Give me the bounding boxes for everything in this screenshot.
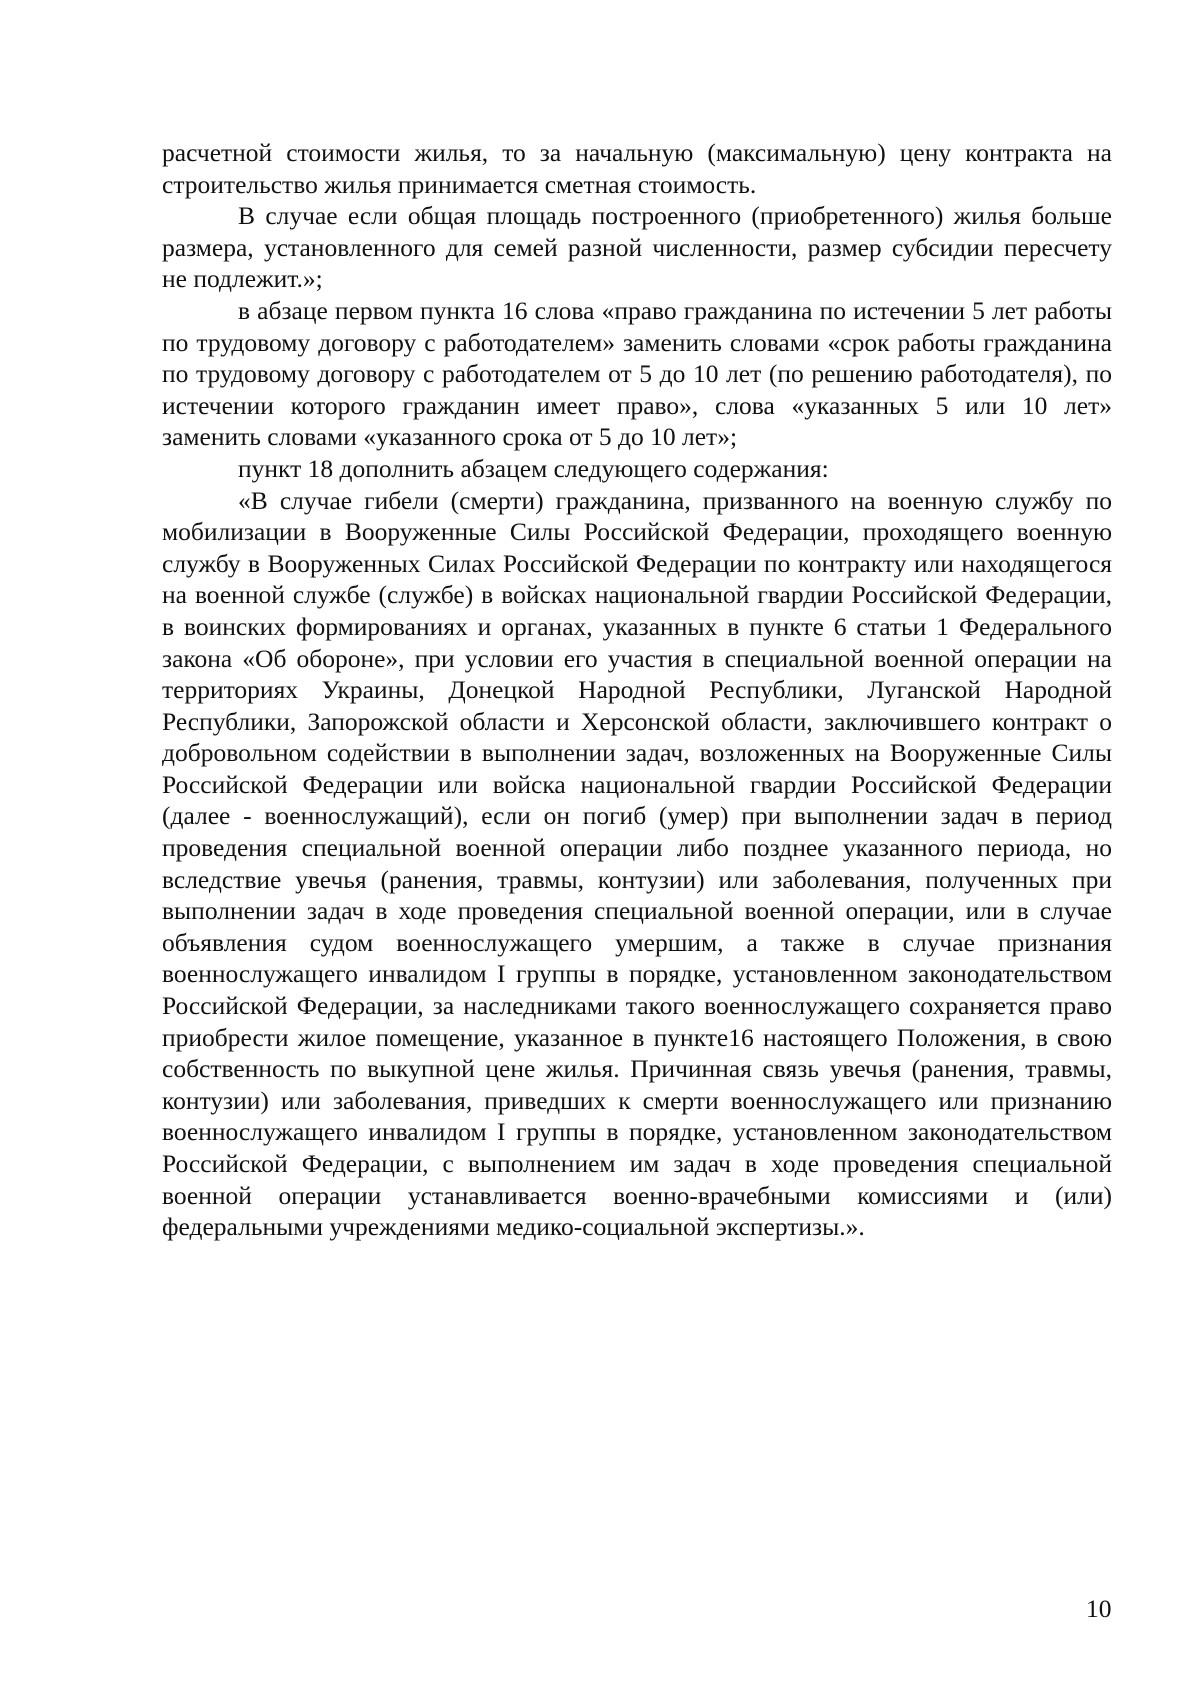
paragraph-military-heirs: «В случае гибели (смерти) гражданина, призванного на военную службу по мобилизации в Вооруженные Силы Российской Федерации, проходящего военную службу в Вооруженных Силах Российской Федерации по контракту или находящегося на военной службе (службе) в войсках национальной гвардии Российской Федерации, в воинских формированиях и органах, указанных в пункте 6 статьи 1 Федерального закона «Об обороне», при условии его участия в специальной военной операции на территориях Украины, Донецкой Народной Республики, Луганской Народной Республики, Запорожской области и Херсонской области, заключившего контракт о добровольном содействии в выполнении задач, возложенных на Вооруженные Силы Российской Федерации или войска национальной гвардии Российской Федерации (далее - военнослужащий), если он погиб (умер) при выполнении задач в период проведения специальной военной операции либо позднее указанного периода, но вследствие увечья (ранения, травмы, контузии) или заболевания, полученных при выполнении задач в ходе проведения специальной военной операции, или в случае объявления судом военнослужащего умершим, а также в случае признания военнослужащего инвалидом I группы в порядке, установленном законодательством Российской Федерации, за наследниками такого военнослужащего сохраняется право приобрести жилое помещение, указанное в пункте16 настоящего Положения, в свою собственность по выкупной цене жилья. Причинная связь увечья (ранения, травмы, контузии) или заболевания, приведших к смерти военнослужащего или признанию военнослужащего инвалидом I группы в порядке, установленном законодательством Российской Федерации, с выполнением им задач в ходе проведения специальной военной операции устанавливается военно-врачебными комиссиями и (или) федеральными учреждениями медико-социальной экспертизы.». (162, 485, 1112, 1242)
paragraph-amend-point-18: пункт 18 дополнить абзацем следующего содержания: (238, 453, 829, 483)
document-body (162, 137, 1112, 1243)
paragraph-continuation: расчетной стоимости жилья, то за начальную (максимальную) цену контракта на строительство жилья принимается сметная стоимость. (162, 138, 1112, 199)
page-number: 10 (1086, 1594, 1112, 1623)
paragraph-area-recalculation: В случае если общая площадь построенного (приобретенного) жилья больше размера, установленного для семей разной численности, размер субсидии пересчету не подлежит.»; (162, 201, 1112, 294)
paragraph-amend-point-16: в абзаце первом пункта 16 слова «право гражданина по истечении 5 лет работы по трудовому договору с работодателем» заменить словами «срок работы гражданина по трудовому договору с работодателем от 5 до 10 лет (по решению работодателя), по истечении которого гражданин имеет право», слова «указанных 5 или 10 лет» заменить словами «указанного срока от 5 до 10 лет»; (162, 295, 1112, 452)
